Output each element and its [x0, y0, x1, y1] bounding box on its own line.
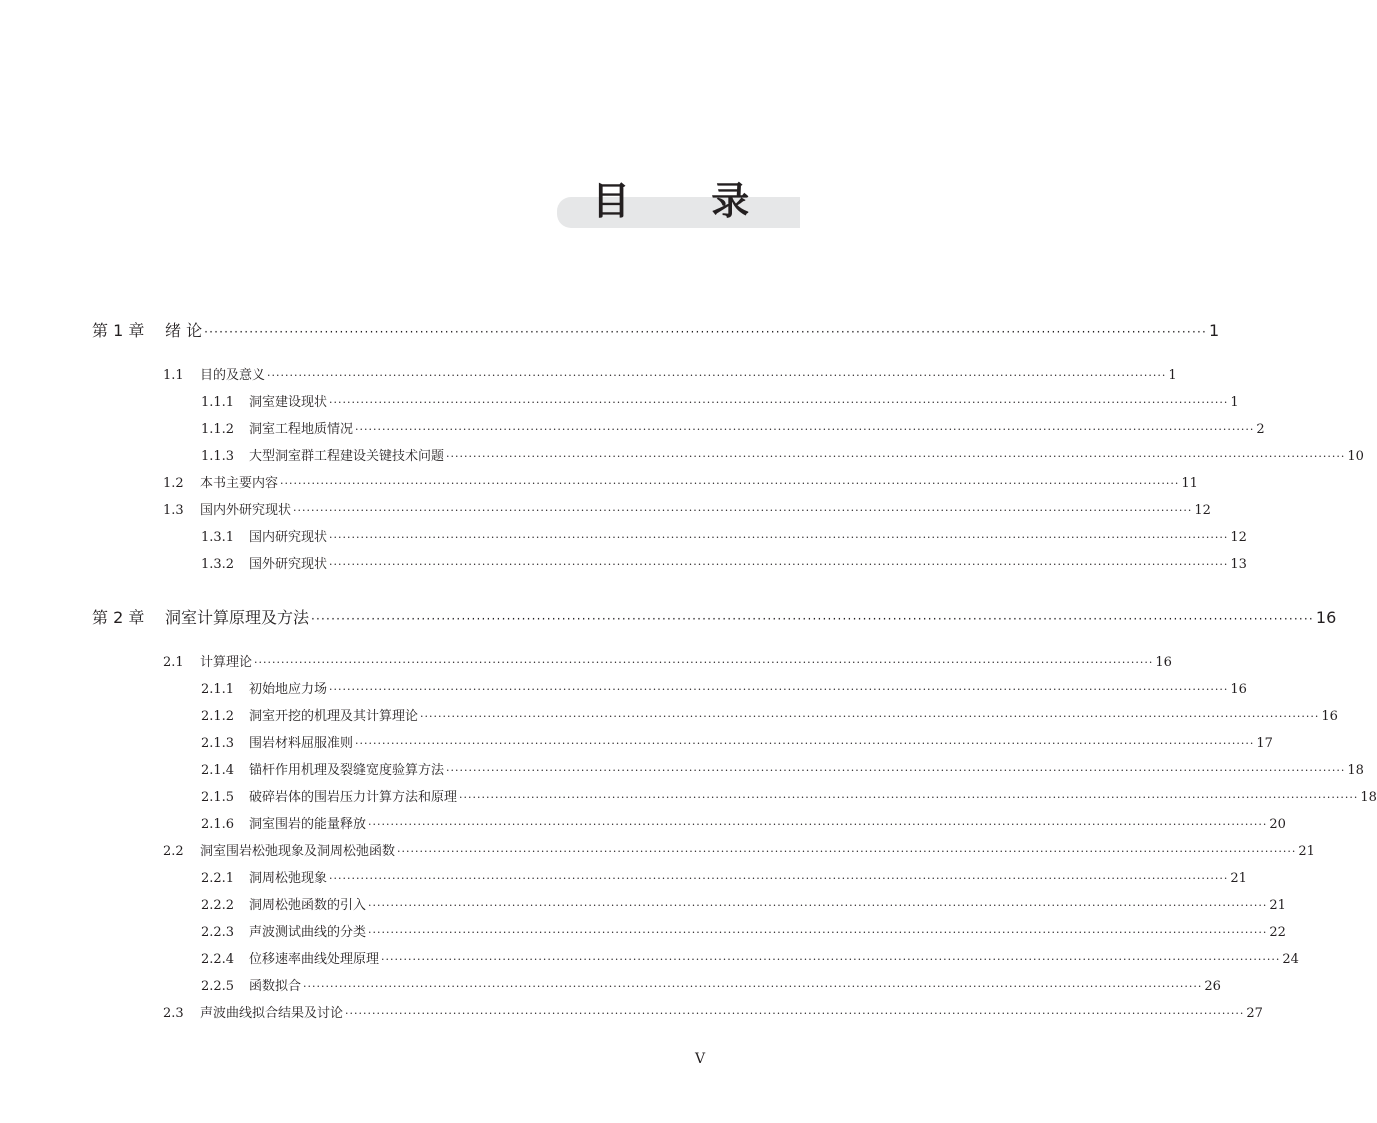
- toc-entry-page: 22: [1269, 925, 1286, 940]
- dot-leader: ········································································································································································································: [420, 710, 1320, 723]
- toc-entry-title: 函数拟合: [249, 979, 302, 994]
- dot-leader: ········································································································································································································: [329, 872, 1229, 885]
- toc-entry-title: 国内外研究现状: [200, 503, 292, 518]
- toc-entry-title: 破碎岩体的围岩压力计算方法和原理: [249, 790, 458, 805]
- toc-entry-title: 国内研究现状: [249, 530, 328, 545]
- toc-entry-number: 1.1.2: [201, 422, 235, 437]
- toc-entry-number: 2.1.3: [201, 736, 235, 751]
- toc-entry-1-1[interactable]: [163, 364, 1177, 386]
- toc-entry-2-2[interactable]: [163, 840, 1315, 862]
- toc-entry-page: 21: [1269, 898, 1286, 913]
- dot-leader: ········································································································································································································: [446, 450, 1346, 463]
- dot-leader: ········································································································································································································: [368, 899, 1268, 912]
- toc-entry-page: 20: [1269, 817, 1286, 832]
- toc-entry-chapter-1[interactable]: [92, 318, 1220, 344]
- toc-entry-title: 洞周松弛现象: [249, 871, 328, 886]
- toc-entry-number: 1.3.1: [201, 530, 235, 545]
- toc-entry-1-1-1[interactable]: [201, 391, 1239, 413]
- dot-leader: ········································································································································································································: [303, 980, 1203, 993]
- toc-entry-number: 2.3: [163, 1006, 184, 1021]
- dot-leader: ········································································································································································································: [204, 325, 1207, 339]
- toc-entry-number: 2.2.4: [201, 952, 235, 967]
- dot-leader: ········································································································································································································: [368, 926, 1268, 939]
- toc-entry-2-2-3[interactable]: [201, 921, 1286, 943]
- toc-entry-page: 11: [1181, 476, 1198, 491]
- toc-entry-number: 2.1: [163, 655, 184, 670]
- toc-entry-page: 1: [1230, 395, 1239, 410]
- toc-entry-2-2-1[interactable]: [201, 867, 1247, 889]
- toc-entry-2-1-4[interactable]: [201, 759, 1364, 781]
- toc-entry-1-3-2[interactable]: [201, 553, 1247, 575]
- toc-entry-2-1-6[interactable]: [201, 813, 1286, 835]
- toc-entry-number: 2.1.4: [201, 763, 235, 778]
- toc-entry-page: 21: [1298, 844, 1315, 859]
- toc-entry-number: 1.3: [163, 503, 184, 518]
- dot-leader: ········································································································································································································: [329, 531, 1229, 544]
- dot-leader: ········································································································································································································: [397, 845, 1297, 858]
- toc-entry-title: 初始地应力场: [249, 682, 328, 697]
- toc-entry-page: 18: [1347, 763, 1364, 778]
- toc-entry-title: 声波测试曲线的分类: [249, 925, 367, 940]
- toc-entry-2-1-2[interactable]: [201, 705, 1338, 727]
- toc-entry-title: 洞周松弛函数的引入: [249, 898, 367, 913]
- toc-entry-page: 26: [1204, 979, 1221, 994]
- toc-entry-number: 2.1.1: [201, 682, 235, 697]
- dot-leader: ········································································································································································································: [254, 656, 1154, 669]
- dot-leader: ········································································································································································································: [329, 558, 1229, 571]
- toc-entry-page: 12: [1230, 530, 1247, 545]
- toc-entry-1-3[interactable]: [163, 499, 1211, 521]
- dot-leader: ········································································································································································································: [329, 683, 1229, 696]
- toc-entry-title: 洞室建设现状: [249, 395, 328, 410]
- toc-entry-title: 锚杆作用机理及裂缝宽度验算方法: [249, 763, 445, 778]
- dot-leader: ········································································································································································································: [280, 477, 1180, 490]
- toc-entry-number: 2.2.2: [201, 898, 235, 913]
- toc-entry-number: 2.1.5: [201, 790, 235, 805]
- toc-entry-title: 计算理论: [200, 655, 253, 670]
- toc-entry-chapter-2[interactable]: [92, 605, 1337, 631]
- toc-entry-2-3[interactable]: [163, 1002, 1263, 1024]
- toc-entry-title: 洞室围岩的能量释放: [249, 817, 367, 832]
- dot-leader: ········································································································································································································: [311, 612, 1314, 626]
- toc-entry-2-2-2[interactable]: [201, 894, 1286, 916]
- page-number: V: [695, 1051, 706, 1067]
- dot-leader: ········································································································································································································: [446, 764, 1346, 777]
- toc-entry-number: 1.1.3: [201, 449, 235, 464]
- toc-entry-title: 大型洞室群工程建设关键技术问题: [249, 449, 445, 464]
- toc-entry-page: 12: [1194, 503, 1211, 518]
- toc-entry-number: 1.1: [163, 368, 184, 383]
- toc-entry-page: 16: [1155, 655, 1172, 670]
- toc-entry-1-2[interactable]: [163, 472, 1198, 494]
- toc-entry-number: 2.2.1: [201, 871, 235, 886]
- toc-entry-title: 围岩材料屈服准则: [249, 736, 354, 751]
- toc-entry-2-1-5[interactable]: [201, 786, 1377, 808]
- toc-entry-page: 17: [1256, 736, 1273, 751]
- toc-entry-page: 16: [1315, 608, 1337, 627]
- dot-leader: ········································································································································································································: [459, 791, 1359, 804]
- toc-entry-page: 24: [1282, 952, 1299, 967]
- toc-entry-2-1-3[interactable]: [201, 732, 1273, 754]
- toc-entry-2-2-4[interactable]: [201, 948, 1299, 970]
- dot-leader: ········································································································································································································: [368, 818, 1268, 831]
- toc-entry-number: 1.1.1: [201, 395, 235, 410]
- toc-entry-number: 1.2: [163, 476, 184, 491]
- toc-entry-page: 10: [1347, 449, 1364, 464]
- toc-entry-number: 2.1.6: [201, 817, 235, 832]
- toc-entry-page: 16: [1230, 682, 1247, 697]
- toc-entry-number: 第 2 章: [92, 608, 145, 627]
- toc-entry-number: 2.2.5: [201, 979, 235, 994]
- toc-entry-title: 位移速率曲线处理原理: [249, 952, 380, 967]
- toc-entry-2-2-5[interactable]: [201, 975, 1221, 997]
- dot-leader: ········································································································································································································: [381, 953, 1281, 966]
- toc-entry-page: 21: [1230, 871, 1247, 886]
- toc-entry-title: 洞室计算原理及方法: [165, 608, 310, 627]
- toc-entry-page: 13: [1230, 557, 1247, 572]
- toc-entry-number: 1.3.2: [201, 557, 235, 572]
- toc-entry-number: 2.1.2: [201, 709, 235, 724]
- toc-entry-title: 目的及意义: [200, 368, 266, 383]
- toc-entry-title: 洞室围岩松弛现象及洞周松弛函数: [200, 844, 396, 859]
- toc-entry-title: 声波曲线拟合结果及讨论: [200, 1006, 344, 1021]
- toc-entry-number: 第 1 章: [92, 321, 145, 340]
- toc-entry-1-1-3[interactable]: [201, 445, 1364, 467]
- toc-entry-page: 1: [1168, 368, 1177, 383]
- dot-leader: ········································································································································································································: [267, 369, 1167, 382]
- dot-leader: ········································································································································································································: [329, 396, 1229, 409]
- toc-entry-1-3-1[interactable]: [201, 526, 1247, 548]
- toc-entry-2-1-1[interactable]: [201, 678, 1247, 700]
- dot-leader: ········································································································································································································: [355, 423, 1255, 436]
- toc-entry-title: 洞室开挖的机理及其计算理论: [249, 709, 419, 724]
- toc-entry-page: 1: [1208, 321, 1220, 340]
- toc-entry-page: 27: [1246, 1006, 1263, 1021]
- toc-entry-title: 国外研究现状: [249, 557, 328, 572]
- toc-entry-number: 2.2: [163, 844, 184, 859]
- toc-entry-title: 绪 论: [165, 321, 203, 340]
- dot-leader: ········································································································································································································: [345, 1007, 1245, 1020]
- toc-entry-1-1-2[interactable]: [201, 418, 1265, 440]
- toc-entry-title: 洞室工程地质情况: [249, 422, 354, 437]
- dot-leader: ········································································································································································································: [293, 504, 1193, 517]
- toc-entry-page: 16: [1321, 709, 1338, 724]
- toc-entry-2-1[interactable]: [163, 651, 1172, 673]
- toc-entry-number: 2.2.3: [201, 925, 235, 940]
- toc-entry-page: 2: [1256, 422, 1265, 437]
- page-title: 目 录: [592, 179, 784, 223]
- toc-entry-title: 本书主要内容: [200, 476, 279, 491]
- toc-entry-page: 18: [1360, 790, 1377, 805]
- dot-leader: ········································································································································································································: [355, 737, 1255, 750]
